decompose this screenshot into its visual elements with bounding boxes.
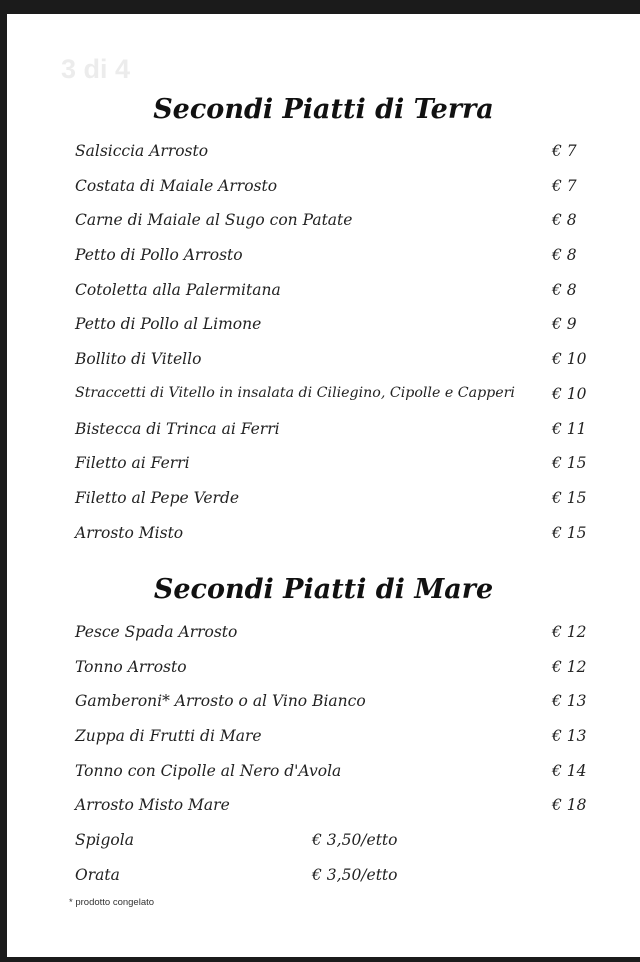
item-name: Orata bbox=[75, 865, 120, 884]
menu-item bbox=[7, 727, 640, 762]
item-name: Bollito di Vitello bbox=[75, 350, 202, 369]
item-name: Zuppa di Frutti di Mare bbox=[75, 727, 262, 746]
menu-item-by-weight bbox=[7, 831, 640, 866]
menu-item bbox=[7, 385, 640, 420]
item-price: € 10 bbox=[552, 384, 587, 403]
item-price: € 12 bbox=[552, 623, 587, 641]
item-name: Tonno Arrosto bbox=[75, 657, 187, 676]
menu-item bbox=[7, 524, 640, 559]
item-price: € 11 bbox=[552, 419, 587, 438]
item-name: Petto di Pollo al Limone bbox=[75, 315, 262, 334]
item-price: € 13 bbox=[552, 727, 587, 746]
footnote: * prodotto congelato bbox=[69, 897, 155, 908]
menu-item bbox=[7, 211, 640, 246]
section-title-mare: Secondi Piatti di Mare bbox=[153, 574, 494, 605]
item-price: € 9 bbox=[552, 315, 577, 334]
item-price: € 3,50/etto bbox=[312, 831, 398, 850]
item-price: € 3,50/etto bbox=[312, 865, 398, 884]
item-name: Spigola bbox=[75, 831, 134, 850]
menu-item bbox=[7, 315, 640, 350]
item-name: Gamberoni* Arrosto o al Vino Bianco bbox=[75, 692, 366, 711]
menu-item bbox=[7, 420, 640, 455]
menu-item-by-weight bbox=[7, 866, 640, 901]
item-price: € 18 bbox=[552, 796, 587, 815]
menu-item bbox=[7, 281, 640, 316]
item-price: € 7 bbox=[552, 142, 577, 160]
item-price: € 10 bbox=[552, 350, 587, 369]
menu-item bbox=[7, 177, 640, 212]
menu-list-terra bbox=[7, 142, 640, 558]
item-price: € 13 bbox=[552, 692, 587, 711]
menu-item bbox=[7, 762, 640, 797]
item-name: Filetto ai Ferri bbox=[75, 454, 190, 473]
item-price: € 8 bbox=[552, 211, 577, 230]
menu-item bbox=[7, 692, 640, 727]
item-price: € 12 bbox=[552, 657, 587, 676]
item-name: Tonno con Cipolle al Nero d'Avola bbox=[75, 761, 342, 780]
menu-item bbox=[7, 142, 640, 177]
menu-item bbox=[7, 623, 640, 658]
menu-item bbox=[7, 658, 640, 693]
menu-item bbox=[7, 796, 640, 831]
page-indicator: 3 di 4 bbox=[61, 54, 131, 84]
item-name: Pesce Spada Arrosto bbox=[75, 623, 238, 641]
menu-item bbox=[7, 350, 640, 385]
menu-item bbox=[7, 454, 640, 489]
item-price: € 14 bbox=[552, 761, 587, 780]
item-name: Salsiccia Arrosto bbox=[75, 142, 209, 160]
item-price: € 15 bbox=[552, 454, 587, 473]
item-price: € 15 bbox=[552, 488, 587, 507]
item-name: Filetto al Pepe Verde bbox=[75, 488, 240, 507]
section-title-terra: Secondi Piatti di Terra bbox=[153, 94, 494, 125]
menu-item bbox=[7, 246, 640, 281]
item-name: Arrosto Misto bbox=[75, 523, 184, 542]
item-price: € 15 bbox=[552, 523, 587, 542]
item-price: € 8 bbox=[552, 280, 577, 299]
item-name: Arrosto Misto Mare bbox=[75, 796, 230, 815]
item-name: Straccetti di Vitello in insalata di Ciliegino, Cipolle e Capperi bbox=[75, 384, 515, 401]
menu-page bbox=[7, 14, 640, 957]
item-name: Bistecca di Trinca ai Ferri bbox=[75, 419, 280, 438]
item-price: € 8 bbox=[552, 246, 577, 265]
item-name: Costata di Maiale Arrosto bbox=[75, 176, 278, 195]
item-name: Cotoletta alla Palermitana bbox=[75, 280, 281, 299]
item-name: Petto di Pollo Arrosto bbox=[75, 246, 243, 265]
item-name: Carne di Maiale al Sugo con Patate bbox=[75, 211, 353, 230]
menu-list-mare bbox=[7, 623, 640, 901]
menu-item bbox=[7, 489, 640, 524]
item-price: € 7 bbox=[552, 176, 577, 195]
